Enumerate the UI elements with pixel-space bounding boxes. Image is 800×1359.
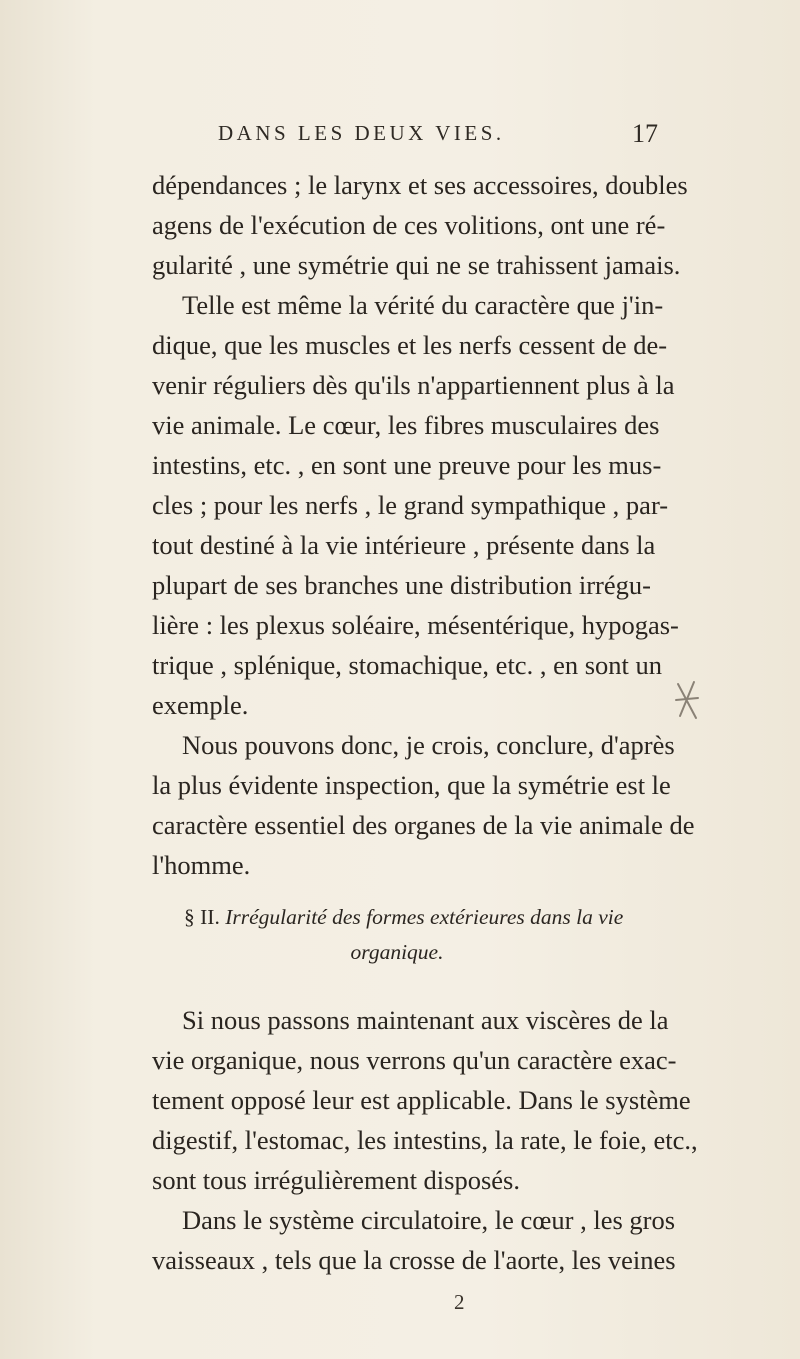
text-line: dique, que les muscles et les nerfs cessent de de- — [152, 330, 668, 360]
text-line: Si nous passons maintenant aux viscères de la — [182, 1005, 669, 1035]
text-line: caractère essentiel des organes de la vie animale de — [152, 810, 695, 840]
text-line: intestins, etc. , en sont une preuve pour les mus- — [152, 450, 662, 480]
section-title-continued: organique. — [350, 940, 444, 964]
text-line: venir réguliers dès qu'ils n'appartiennent plus à la — [152, 370, 675, 400]
text-line: l'homme. — [152, 850, 251, 880]
text-line: digestif, l'estomac, les intestins, la rate, le foie, etc., — [152, 1125, 698, 1155]
text-line: plupart de ses branches une distribution irrégu- — [152, 570, 651, 600]
running-head — [218, 119, 658, 149]
text-line: tement opposé leur est applicable. Dans le système — [152, 1085, 691, 1115]
text-line: trique , splénique, stomachique, etc. , en sont un — [152, 650, 663, 680]
section-title: Irrégularité des formes extérieures dans la vie — [225, 905, 624, 929]
section-number: § II. — [184, 905, 220, 929]
running-title: DANS LES DEUX VIES. — [218, 121, 505, 145]
page-number: 17 — [632, 119, 658, 148]
text-line: Dans le système circulatoire, le cœur , les gros — [182, 1205, 676, 1235]
margin-cross-mark-icon — [674, 678, 700, 724]
text-line: exemple. — [152, 690, 249, 720]
text-line: gularité , une symétrie qui ne se trahissent jamais. — [152, 250, 681, 280]
text-line: agens de l'exécution de ces volitions, ont une ré- — [152, 210, 666, 240]
text-line: lière : les plexus soléaire, mésentérique, hypogas- — [152, 610, 679, 640]
text-line: tout destiné à la vie intérieure , présente dans la — [152, 530, 656, 560]
signature-mark: 2 — [454, 1290, 465, 1314]
text-line: vaisseaux , tels que la crosse de l'aorte, les veines — [152, 1245, 676, 1275]
section-heading — [184, 900, 674, 934]
text-line: sont tous irrégulièrement disposés. — [152, 1165, 520, 1195]
text-line: vie organique, nous verrons qu'un caractère exac- — [152, 1045, 677, 1075]
text-line: cles ; pour les nerfs , le grand sympathique , par- — [152, 490, 669, 520]
text-line: dépendances ; le larynx et ses accessoires, doubles — [152, 170, 688, 200]
text-line: vie animale. Le cœur, les fibres musculaires des — [152, 410, 660, 440]
text-line: Telle est même la vérité du caractère que j'in- — [182, 290, 664, 320]
text-line: la plus évidente inspection, que la symétrie est le — [152, 770, 671, 800]
text-line: Nous pouvons donc, je crois, conclure, d'après — [182, 730, 675, 760]
